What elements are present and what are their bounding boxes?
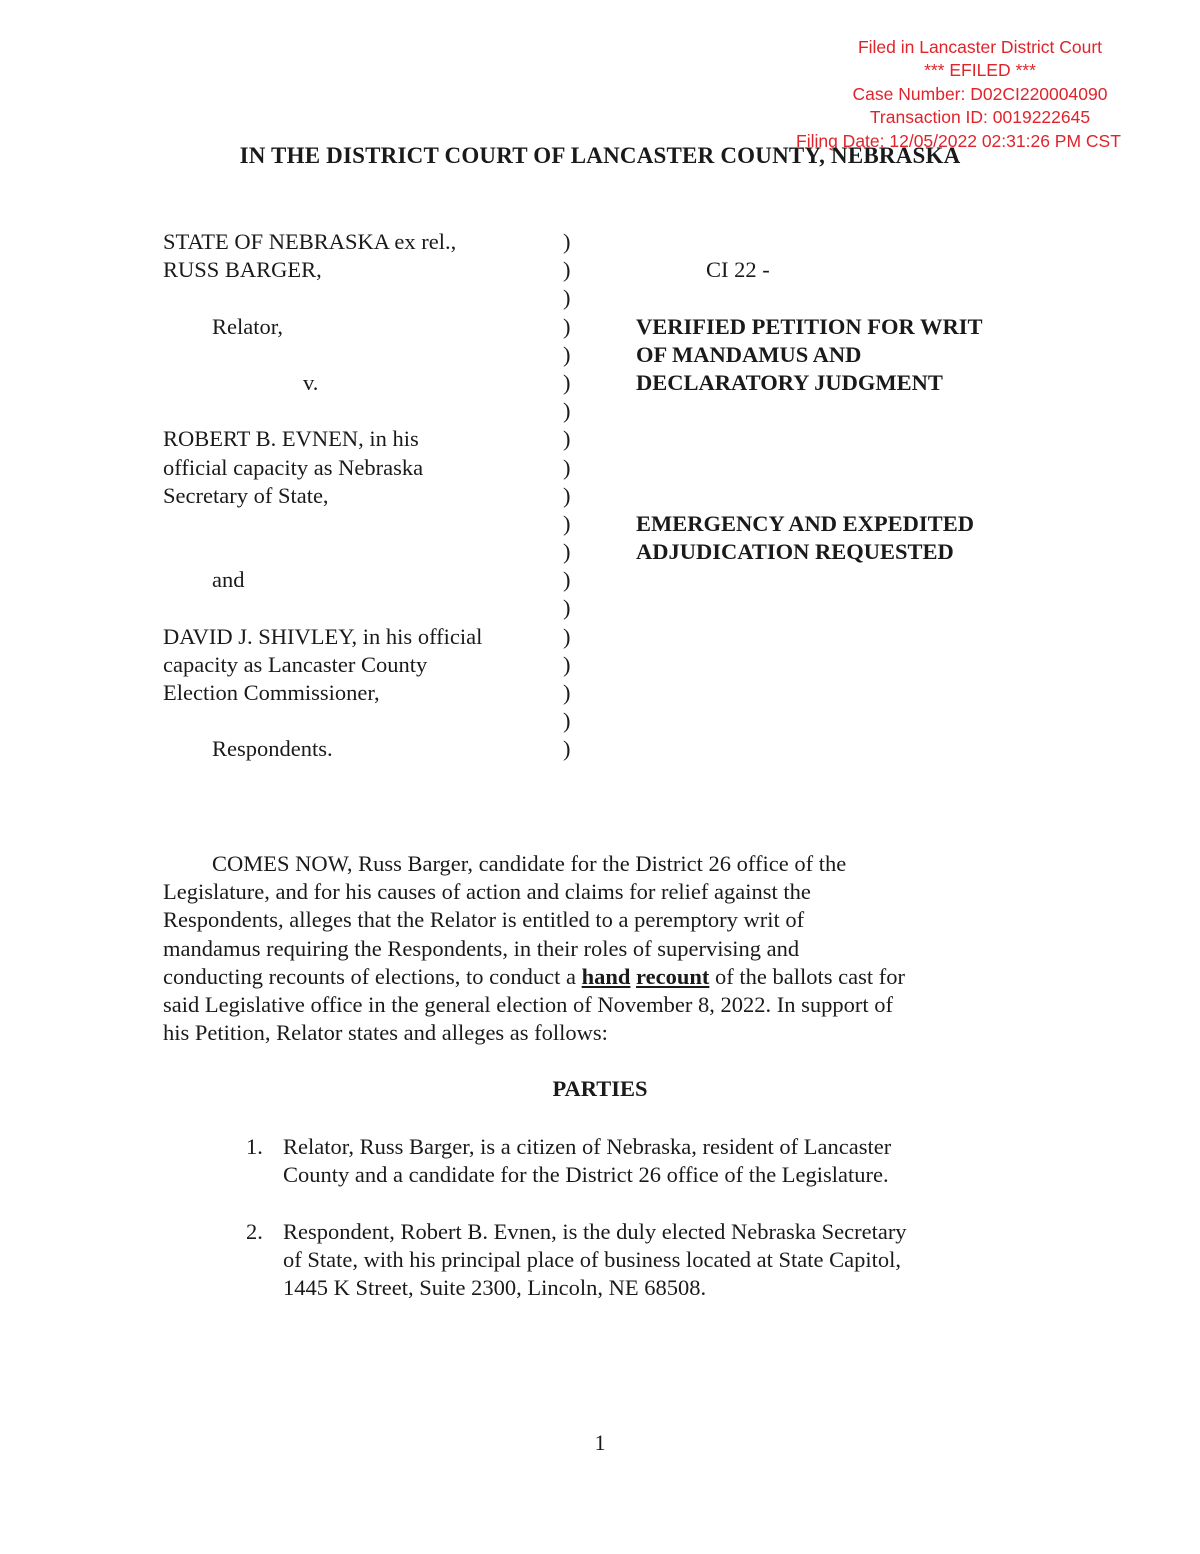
caption-paren: ) [563, 708, 571, 734]
page-number: 1 [594, 1430, 606, 1455]
paragraph-line: Respondents, alleges that the Relator is entitled to a peremptory writ of [163, 907, 805, 933]
list-item-text [283, 1133, 1063, 1189]
caption-line: RUSS BARGER, [163, 257, 322, 283]
list-item-line: Respondent, Robert B. Evnen, is the duly elected Nebraska Secretary [283, 1219, 907, 1244]
caption-line: official capacity as Nebraska [163, 454, 424, 480]
caption-paren: ) [563, 257, 571, 283]
paragraph-text: conducting recounts of elections, to conduct a [163, 963, 582, 989]
paragraph-line: COMES NOW, Russ Barger, candidate for the District 26 office of the [212, 851, 847, 876]
caption-parenthesis-column [563, 228, 571, 764]
emergency-notice [636, 510, 974, 566]
emphasis-recount: recount [636, 963, 710, 989]
caption-paren: ) [563, 229, 571, 254]
emphasis-hand: hand [581, 963, 631, 989]
caption-paren: ) [563, 510, 571, 536]
caption-line: DAVID J. SHIVLEY, in his official [163, 623, 483, 649]
stamp-case-number: Case Number: D02CI220004090 [852, 83, 1108, 104]
caption-line: Secretary of State, [163, 482, 329, 508]
stamp-court-line: Filed in Lancaster District Court [857, 37, 1103, 57]
caption-line [163, 594, 563, 622]
caption-line [163, 510, 563, 538]
paragraph-text: of the ballots cast for [709, 963, 905, 989]
caption-paren: ) [563, 736, 571, 762]
caption-line: v. [303, 369, 319, 395]
stamp-filing-date: Filing Date: 12/05/2022 02:31:26 PM CST [796, 130, 1121, 151]
stamp-transaction-id: Transaction ID: 0019222645 [869, 107, 1091, 128]
caption-line [163, 707, 563, 735]
caption-paren: ) [563, 567, 571, 593]
caption-paren: ) [563, 313, 571, 339]
list-item-text [283, 1218, 1063, 1303]
list-item-line: Relator, Russ Barger, is a citizen of Nebraska, resident of Lancaster [283, 1134, 892, 1159]
caption-parties [163, 228, 563, 764]
caption-line: ROBERT B. EVNEN, in his [163, 426, 419, 452]
list-item-line: 1445 K Street, Suite 2300, Lincoln, NE 68508. [283, 1275, 707, 1301]
caption-paren: ) [563, 285, 571, 311]
caption-paren: ) [563, 651, 571, 677]
petition-title-line: DECLARATORY JUDGMENT [636, 370, 943, 396]
caption-line: capacity as Lancaster County [163, 651, 428, 677]
caption-paren: ) [563, 539, 571, 565]
list-item-number: 2. [246, 1219, 263, 1244]
intro-paragraph [163, 850, 1043, 1047]
section-heading-parties: PARTIES [552, 1076, 648, 1101]
paragraph-line: Legislature, and for his causes of action and claims for relief against the [163, 879, 811, 905]
petition-title-line: OF MANDAMUS AND [636, 342, 862, 368]
paragraph-line: said Legislative office in the general election of November 8, 2022. In support of [163, 992, 893, 1018]
caption-paren: ) [563, 426, 571, 452]
list-item-line: of State, with his principal place of business located at State Capitol, [283, 1247, 901, 1273]
caption-line: Election Commissioner, [163, 680, 380, 705]
caption-paren: ) [563, 595, 571, 621]
paragraph-line: his Petition, Relator states and alleges as follows: [163, 1020, 608, 1046]
list-item-number: 1. [246, 1134, 263, 1159]
caption-paren: ) [563, 482, 571, 508]
caption-line [163, 284, 563, 312]
emergency-notice-line: ADJUDICATION REQUESTED [636, 539, 954, 565]
list-item-line: County and a candidate for the District 26 office of the Legislature. [283, 1162, 889, 1188]
caption-paren: ) [563, 623, 571, 649]
emergency-notice-line: EMERGENCY AND EXPEDITED [636, 511, 974, 536]
stamp-efiled-line: *** EFILED *** [924, 60, 1036, 81]
petition-title [636, 313, 983, 398]
caption-line: and [212, 567, 245, 593]
caption-line: Relator, [212, 313, 283, 339]
case-number: CI 22 - [706, 257, 770, 282]
efiling-stamp [790, 36, 1170, 153]
caption-line: Respondents. [212, 736, 333, 762]
caption-line: STATE OF NEBRASKA ex rel., [163, 229, 457, 254]
caption-paren: ) [563, 369, 571, 395]
paragraph-line [163, 963, 1043, 991]
court-title: IN THE DISTRICT COURT OF LANCASTER COUNTY, NEBRASKA [239, 143, 961, 168]
petition-title-line: VERIFIED PETITION FOR WRIT [636, 314, 983, 339]
caption-paren: ) [563, 398, 571, 424]
caption-line [163, 397, 563, 425]
caption-paren: ) [563, 454, 571, 480]
paragraph-line: mandamus requiring the Respondents, in their roles of supervising and [163, 935, 800, 961]
caption-paren: ) [563, 341, 571, 367]
caption-line [163, 538, 563, 566]
caption-line [163, 341, 563, 369]
caption-paren: ) [563, 680, 571, 705]
